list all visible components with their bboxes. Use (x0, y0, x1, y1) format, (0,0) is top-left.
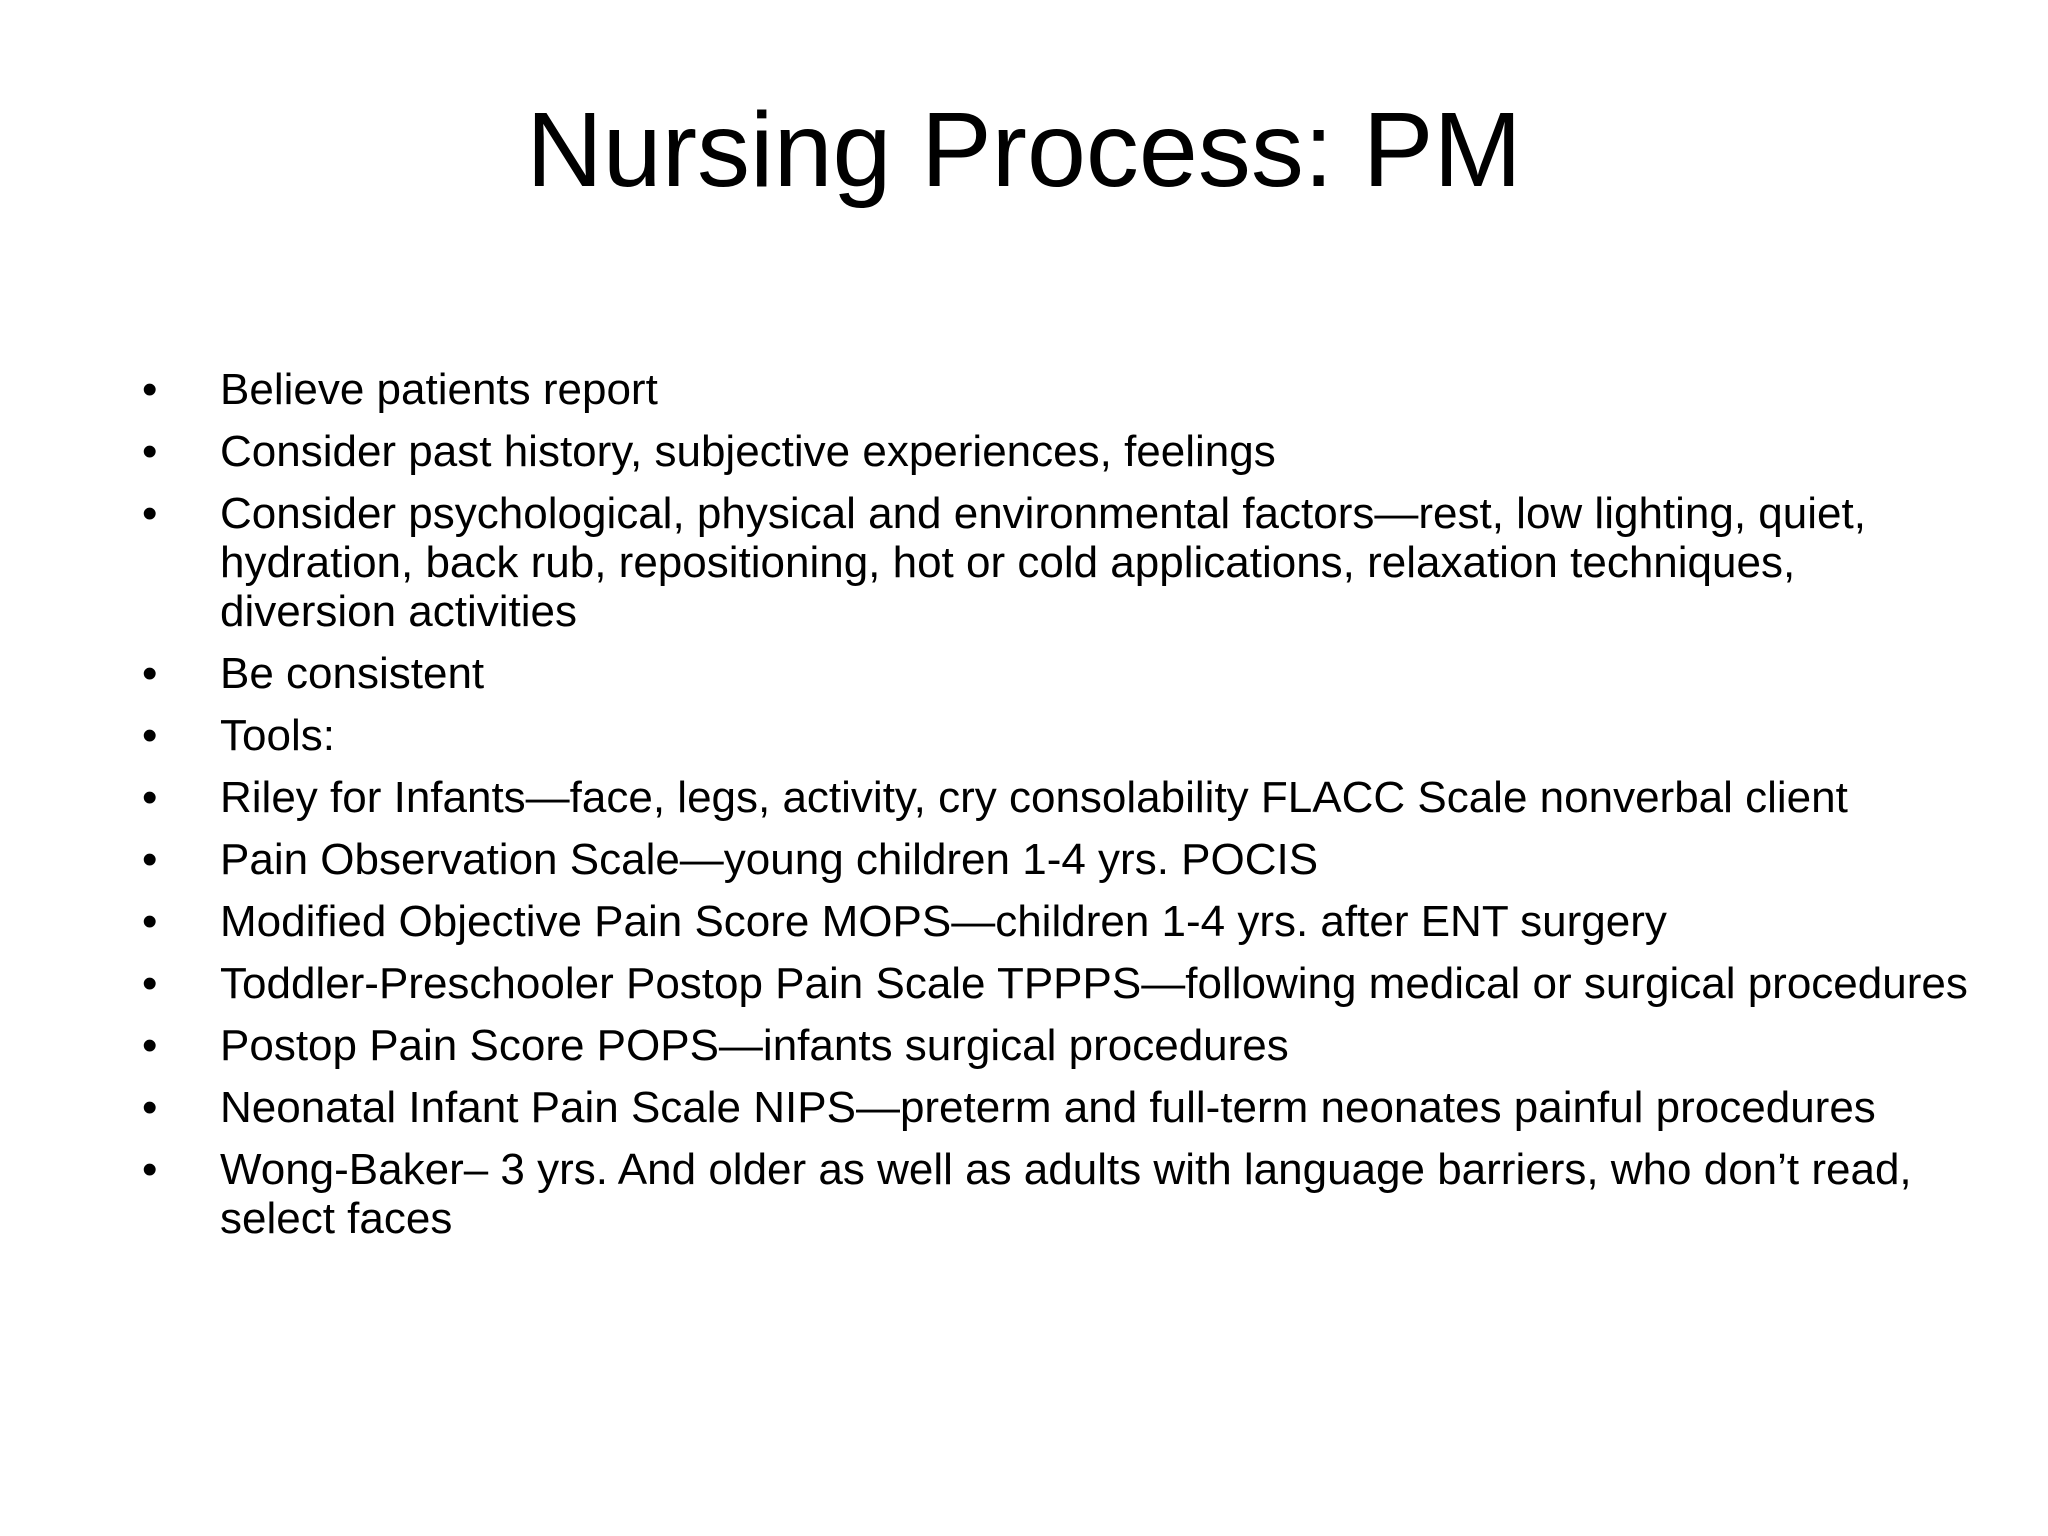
bullet-icon: • (142, 1021, 158, 1070)
bullet-text: Neonatal Infant Pain Scale NIPS—preterm and full-term neonates painful procedures (220, 1083, 1876, 1132)
list-item (142, 489, 1972, 636)
list-item (142, 835, 1972, 884)
list-item (142, 959, 1972, 1008)
bullet-icon: • (142, 1083, 158, 1132)
bullet-icon: • (142, 1145, 158, 1194)
bullet-list (142, 365, 1972, 1256)
bullet-icon: • (142, 835, 158, 884)
bullet-icon: • (142, 365, 158, 414)
bullet-icon: • (142, 897, 158, 946)
bullet-icon: • (142, 959, 158, 1008)
bullet-text: Consider past history, subjective experiences, feelings (220, 427, 1276, 476)
bullet-icon: • (142, 773, 158, 822)
bullet-text: Consider psychological, physical and environmental factors—rest, low lighting, quiet, hydration, back rub, repositioning, hot or cold applications, relaxation techniques, diversion activities (220, 489, 1866, 636)
bullet-text: Believe patients report (220, 365, 658, 414)
bullet-text: Tools: (220, 711, 335, 760)
list-item (142, 649, 1972, 698)
list-item (142, 897, 1972, 946)
bullet-icon: • (142, 649, 158, 698)
bullet-text: Riley for Infants—face, legs, activity, cry consolability FLACC Scale nonverbal client (220, 773, 1848, 822)
list-item (142, 427, 1972, 476)
list-item (142, 365, 1972, 414)
list-item (142, 1021, 1972, 1070)
bullet-text: Pain Observation Scale—young children 1-4 yrs. POCIS (220, 835, 1319, 884)
list-item (142, 1145, 1972, 1243)
bullet-icon: • (142, 489, 158, 538)
bullet-icon: • (142, 427, 158, 476)
list-item (142, 773, 1972, 822)
bullet-text: Modified Objective Pain Score MOPS—children 1-4 yrs. after ENT surgery (220, 897, 1667, 946)
bullet-text: Toddler-Preschooler Postop Pain Scale TPPPS—following medical or surgical procedures (220, 959, 1968, 1008)
bullet-text: Wong-Baker– 3 yrs. And older as well as adults with language barriers, who don’t read, select faces (220, 1145, 1912, 1243)
list-item (142, 711, 1972, 760)
list-item (142, 1083, 1972, 1132)
bullet-text: Be consistent (220, 649, 485, 698)
bullet-text: Postop Pain Score POPS—infants surgical procedures (220, 1021, 1289, 1070)
bullet-icon: • (142, 711, 158, 760)
slide-title: Nursing Process: PM (526, 91, 1522, 209)
